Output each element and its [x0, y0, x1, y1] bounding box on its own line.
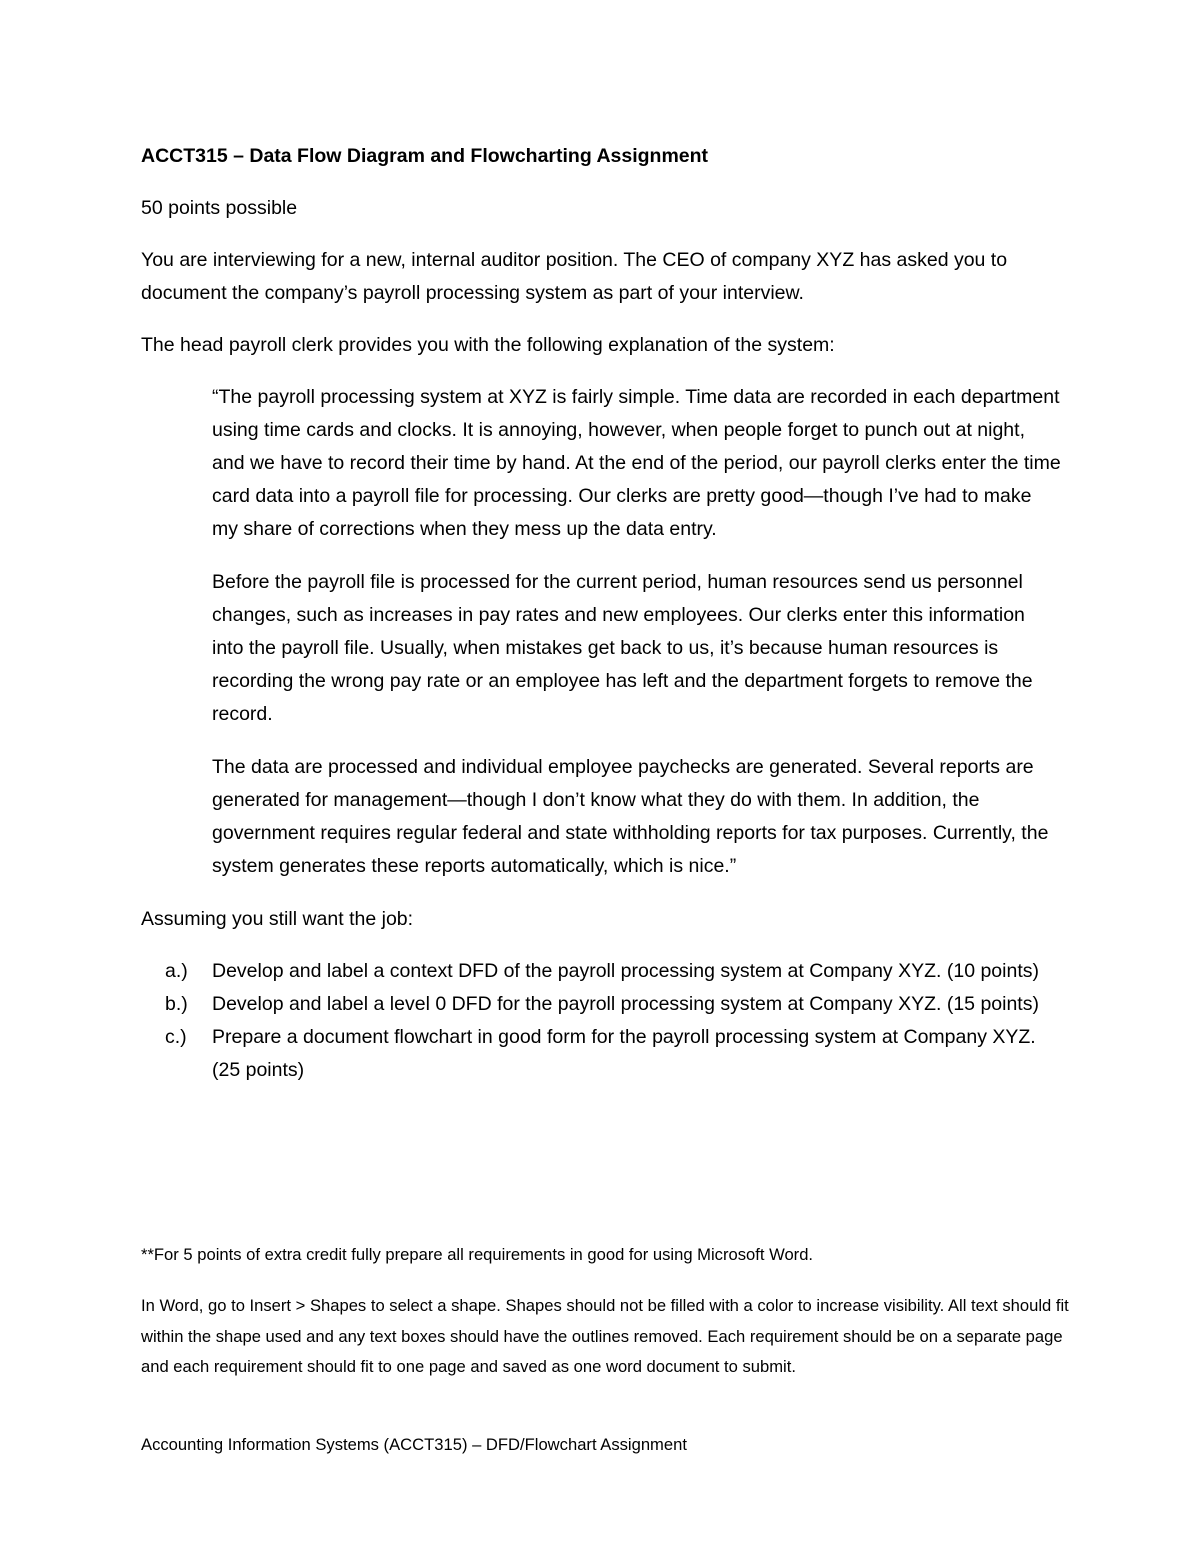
quote-paragraph: “The payroll processing system at XYZ is fairly simple. Time data are recorded in each department using time cards and clocks. It is annoying, however, when people forget to punch out at night, and we have to record their time by hand. At the end of the period, our payroll clerks enter the time card data into a payroll file for processing. Our clerks are pretty good—though I’ve had to make my share of corrections when they mess up the data entry. — [212, 386, 1061, 540]
requirement-marker: a.) — [165, 960, 188, 982]
requirement-item — [141, 988, 1061, 1021]
requirements-list — [141, 955, 1061, 1087]
document-title: ACCT315 – Data Flow Diagram and Flowcharting Assignment — [141, 145, 709, 167]
requirement-item — [141, 955, 1061, 988]
requirement-text: Develop and label a context DFD of the payroll processing system at Company XYZ. (10 points) — [212, 960, 1039, 982]
clerk-quote — [212, 381, 1061, 883]
quote-paragraph: The data are processed and individual employee paychecks are generated. Several reports are generated for management—though I don’t know what they do with them. In addition, the government requires regular federal and state withholding reports for tax purposes. Currently, the system generates these reports automatically, which is nice.” — [212, 756, 1049, 877]
document-footer: Accounting Information Systems (ACCT315) – DFD/Flowchart Assignment — [141, 1435, 687, 1454]
extra-credit-note: **For 5 points of extra credit fully prepare all requirements in good for using Microsoft Word. — [141, 1245, 814, 1264]
quote-paragraph: Before the payroll file is processed for the current period, human resources send us personnel changes, such as increases in pay rates and new employees. Our clerks enter this information into the payroll file. Usually, when mistakes get back to us, it’s because human resources is recording the wrong pay rate or an employee has left and the department forgets to remove the record. — [212, 571, 1033, 725]
word-instructions: In Word, go to Insert > Shapes to select a shape. Shapes should not be filled with a color to increase visibility. All text should fit within the shape used and any text boxes should have the outlines removed. Each requirement should be on a separate page and each requirement should fit to one page and saved as one word document to submit. — [141, 1296, 1069, 1376]
requirements-intro: Assuming you still want the job: — [141, 908, 414, 930]
lead-in-paragraph: The head payroll clerk provides you with the following explanation of the system: — [141, 334, 835, 356]
intro-paragraph: You are interviewing for a new, internal auditor position. The CEO of company XYZ has asked you to document the company’s payroll processing system as part of your interview. — [141, 249, 1008, 304]
points-possible: 50 points possible — [141, 197, 298, 219]
requirement-text: Prepare a document flowchart in good form for the payroll processing system at Company XYZ. (25 points) — [212, 1026, 1036, 1081]
requirement-marker: c.) — [165, 1026, 187, 1048]
requirement-text: Develop and label a level 0 DFD for the payroll processing system at Company XYZ. (15 points) — [212, 993, 1039, 1015]
requirement-marker: b.) — [165, 993, 188, 1015]
requirement-item — [141, 1021, 1061, 1087]
document-body — [141, 140, 1061, 1106]
